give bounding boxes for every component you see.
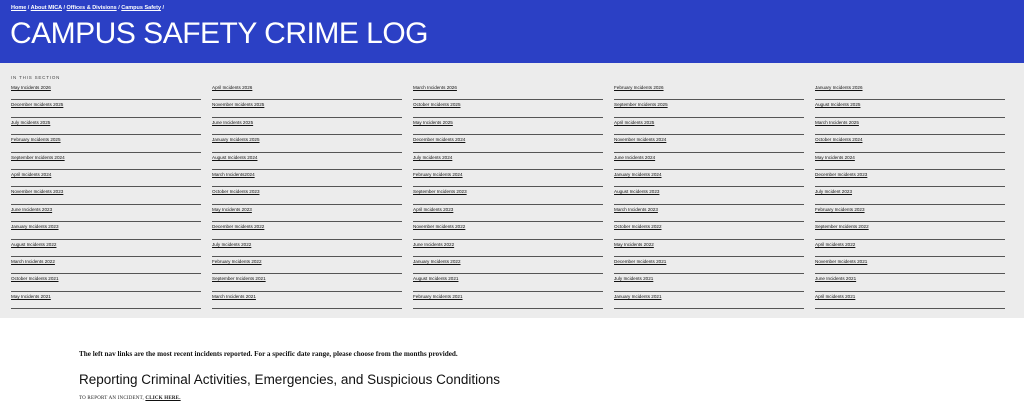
- incident-month-link[interactable]: January Incidents 2024: [614, 170, 804, 187]
- incident-month-link[interactable]: October Incidents 2023: [212, 187, 402, 204]
- incident-month-link[interactable]: May Incidents 2021: [11, 292, 201, 309]
- incident-month-link[interactable]: February Incidents 2023: [815, 205, 1005, 222]
- breadcrumb-separator: /: [161, 5, 165, 11]
- incident-month-link[interactable]: September Incidents 2023: [413, 187, 603, 204]
- incident-month-link[interactable]: March Incidents2024: [212, 170, 402, 187]
- breadcrumb-home[interactable]: Home: [11, 5, 27, 11]
- report-prefix: TO REPORT AN INCIDENT,: [79, 396, 144, 401]
- incident-month-link[interactable]: January Incidents 2023: [11, 222, 201, 239]
- incident-month-link[interactable]: November Incidents 2023: [11, 187, 201, 204]
- section-label: IN THIS SECTION: [11, 75, 61, 80]
- breadcrumb-separator: /: [116, 5, 122, 11]
- incident-month-link[interactable]: April Incidents 2021: [815, 292, 1005, 309]
- reporting-heading: Reporting Criminal Activities, Emergencies, and Suspicious Conditions: [79, 372, 500, 387]
- incident-month-link[interactable]: October Incidents 2021: [11, 274, 201, 291]
- in-this-section: [0, 63, 1024, 318]
- incident-month-link[interactable]: December Incidents 2023: [815, 170, 1005, 187]
- incident-month-link[interactable]: January Incidents 2025: [212, 135, 402, 152]
- incident-month-link[interactable]: March Incidents 2021: [212, 292, 402, 309]
- incident-month-link[interactable]: November Incidents 2022: [413, 222, 603, 239]
- incident-month-link[interactable]: July Incident 2023: [815, 187, 1005, 204]
- incident-month-link[interactable]: June Incidents 2023: [11, 205, 201, 222]
- incident-month-link[interactable]: March Incidents 2026: [413, 83, 603, 100]
- incident-month-link[interactable]: August Incidents 2024: [212, 153, 402, 170]
- incident-month-link[interactable]: June Incidents 2024: [614, 153, 804, 170]
- incident-month-link[interactable]: March Incidents 2023: [614, 205, 804, 222]
- incident-month-link[interactable]: March Incidents 2025: [815, 118, 1005, 135]
- incident-month-link[interactable]: February Incidents 2024: [413, 170, 603, 187]
- incident-month-link[interactable]: November Incidents 2021: [815, 257, 1005, 274]
- incident-month-link[interactable]: September Incidents 2022: [815, 222, 1005, 239]
- page-hero: [0, 0, 1024, 63]
- incident-month-link[interactable]: April Incidents 2022: [815, 240, 1005, 257]
- incident-month-link[interactable]: February Incidents 2026: [614, 83, 804, 100]
- incident-month-link[interactable]: August Incidents 2022: [11, 240, 201, 257]
- incident-month-link[interactable]: January Incidents 2026: [815, 83, 1005, 100]
- incident-month-link[interactable]: February Incidents 2025: [11, 135, 201, 152]
- incident-month-link[interactable]: May Incidents 2025: [413, 118, 603, 135]
- incident-month-link[interactable]: December Incidents 2024: [413, 135, 603, 152]
- incident-month-link[interactable]: May Incidents 2026: [11, 83, 201, 100]
- report-incident-line: [79, 396, 181, 401]
- report-incident-link[interactable]: CLICK HERE.: [145, 396, 181, 401]
- breadcrumb-about[interactable]: About MICA: [30, 5, 62, 11]
- incident-month-link[interactable]: May Incidents 2024: [815, 153, 1005, 170]
- incident-month-link[interactable]: June Incidents 2022: [413, 240, 603, 257]
- incident-month-link[interactable]: November Incidents 2025: [212, 100, 402, 117]
- incident-month-link[interactable]: February Incidents 2022: [212, 257, 402, 274]
- incident-month-link[interactable]: December Incidents 2025: [11, 100, 201, 117]
- incident-month-link[interactable]: December Incidents 2022: [212, 222, 402, 239]
- incident-month-link[interactable]: September Incidents 2021: [212, 274, 402, 291]
- incident-month-link[interactable]: August Incidents 2023: [614, 187, 804, 204]
- recent-incidents-note: The left nav links are the most recent incidents reported. For a specific date range, please choose from the months provided.: [79, 350, 458, 358]
- incident-month-link[interactable]: January Incidents 2021: [614, 292, 804, 309]
- incident-month-link[interactable]: August Incidents 2025: [815, 100, 1005, 117]
- incident-month-link[interactable]: September Incidents 2025: [614, 100, 804, 117]
- incident-month-link[interactable]: April Incidents 2023: [413, 205, 603, 222]
- incident-month-link[interactable]: July Incidents 2025: [11, 118, 201, 135]
- incident-month-link[interactable]: June Incidents 2021: [815, 274, 1005, 291]
- incident-month-link[interactable]: May Incidents 2022: [614, 240, 804, 257]
- incident-month-link[interactable]: July Incidents 2021: [614, 274, 804, 291]
- cut-off-paragraph: [79, 411, 769, 415]
- breadcrumb-separator: /: [61, 5, 67, 11]
- incident-month-link[interactable]: March Incidents 2022: [11, 257, 201, 274]
- incident-month-link[interactable]: July Incidents 2024: [413, 153, 603, 170]
- incident-month-link[interactable]: January Incidents 2022: [413, 257, 603, 274]
- incident-link-grid: [11, 83, 1005, 309]
- incident-month-link[interactable]: November Incidents 2024: [614, 135, 804, 152]
- breadcrumb: [11, 5, 164, 11]
- incident-month-link[interactable]: July Incidents 2022: [212, 240, 402, 257]
- breadcrumb-campus-safety[interactable]: Campus Safety: [121, 5, 162, 11]
- incident-month-link[interactable]: June Incidents 2025: [212, 118, 402, 135]
- page-title: CAMPUS SAFETY CRIME LOG: [10, 17, 429, 50]
- incident-month-link[interactable]: April Incidents 2026: [212, 83, 402, 100]
- incident-month-link[interactable]: February Incidents 2021: [413, 292, 603, 309]
- incident-month-link[interactable]: December Incidents 2021: [614, 257, 804, 274]
- incident-month-link[interactable]: April Incidents 2025: [614, 118, 804, 135]
- incident-month-link[interactable]: May Incidents 2023: [212, 205, 402, 222]
- incident-month-link[interactable]: October Incidents 2025: [413, 100, 603, 117]
- incident-month-link[interactable]: April Incidents 2024: [11, 170, 201, 187]
- breadcrumb-offices[interactable]: Offices & Divisions: [66, 5, 117, 11]
- breadcrumb-separator: /: [26, 5, 31, 11]
- incident-month-link[interactable]: August Incidents 2021: [413, 274, 603, 291]
- incident-month-link[interactable]: October Incidents 2024: [815, 135, 1005, 152]
- incident-month-link[interactable]: September Incidents 2024: [11, 153, 201, 170]
- incident-month-link[interactable]: October Incidents 2022: [614, 222, 804, 239]
